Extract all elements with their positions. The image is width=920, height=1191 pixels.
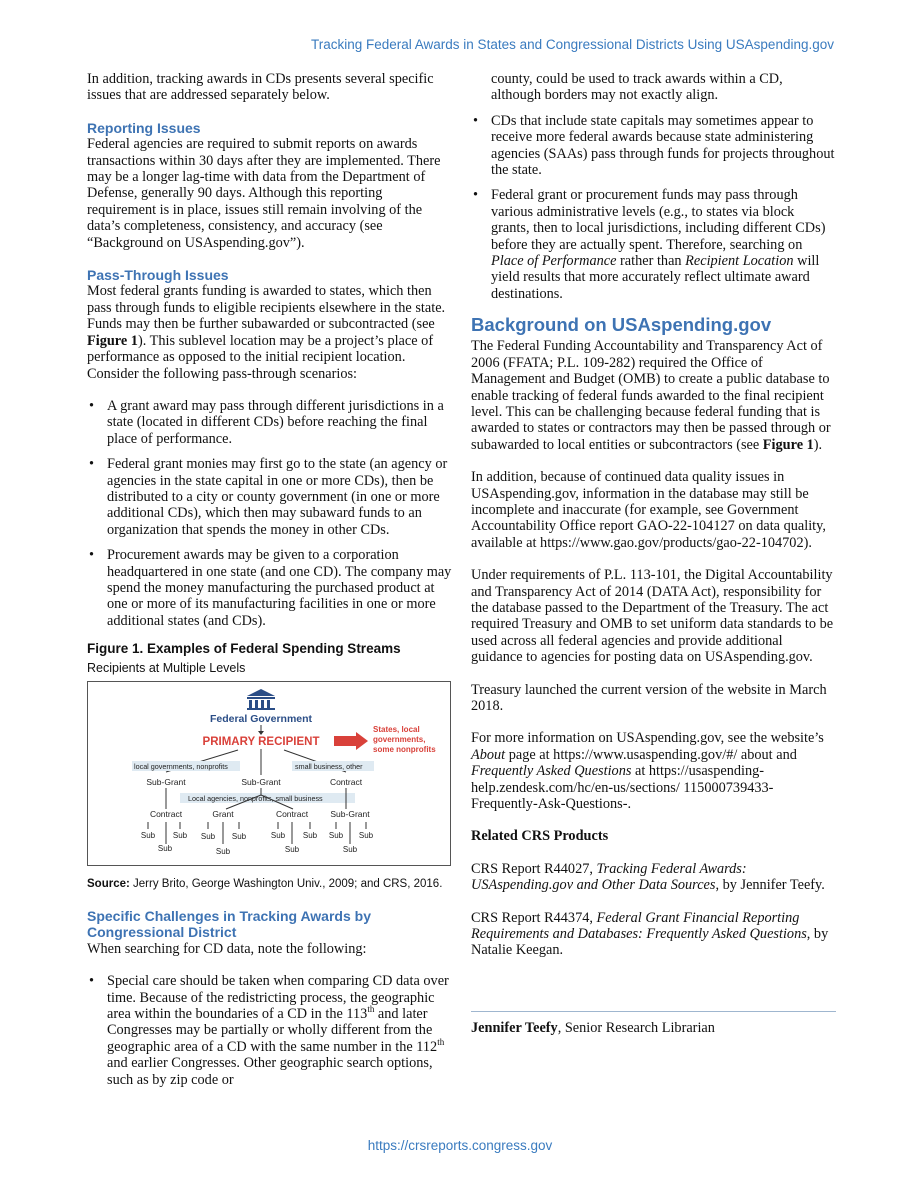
states-label-line: governments, [373,735,426,744]
background-paragraph: In addition, because of continued data quality issues in USAspending.gov, information in the database may still be incomplete and inaccurate (for example, see Government Accountability Office report GAO-22-104127 on data quality, available at https://www.gao.gov/products/gao-22-104702). [471,469,826,551]
footer-url[interactable]: https://crsreports.congress.gov [367,1138,553,1153]
related-product: CRS Report R44374, Federal Grant Financial Reporting Requirements and Databases: Frequently Asked Questions, by Natalie Keegan. [471,909,829,959]
list-item: • Special care should be taken when comparing CD data over time. Because of the redistricting process, the geographic area within the boundaries of a CD in the 113th and later Congresses may be partially or wholly different from the geographic area of a CD with the same number in the 112th and earlier Congresses. Other geographic search options, such as by zip code or [87,973,452,1088]
background-paragraph: Treasury launched the current version of the website in March 2018. [471,681,827,714]
left-column [87,71,452,1100]
sub-label: Sub [140,831,156,840]
sub-label: Sub [284,845,300,854]
author-divider [471,1011,836,1012]
reporting-issues-text: Federal agencies are required to submit reports on awards transactions within 30 days after they are implemented. There may be a longer lag-time with data from the Department of Defense, generally 90 days. Although this reporting requirement is in place, issues still remain involving of the data’s completeness, consistency, and accuracy (see “Background on USAspending.gov”). [87,136,441,251]
sub-label: Sub [157,844,173,853]
figure-title: Figure 1. Examples of Federal Spending Streams [87,641,401,657]
intro-paragraph: In addition, tracking awards in CDs presents several specific issues that are addressed separately below. [87,71,434,104]
list-item: • Procurement awards may be given to a corporation headquartered in one state (and one CD). The company may spend the money manufacturing the purchased product at one or more of its manufacturing facilities in one or more additional states (and CDs). [87,547,452,629]
background-heading: Background on USAspending.gov [471,314,772,336]
sub-label: Sub [172,831,188,840]
list-item-continued: county, could be used to track awards within a CD, although borders may not exactly align. [491,71,783,104]
spending-streams-diagram [87,681,451,866]
figure-1-reference: Figure 1 [87,332,138,349]
reporting-issues-heading: Reporting Issues [87,119,201,136]
list-item: • A grant award may pass through different jurisdictions in a state (located in different CDs) before reaching the final place of performance. [87,398,452,447]
figure-source: Source: Jerry Brito, George Washington Univ., 2009; and CRS, 2016. [87,878,443,890]
right-column [471,71,836,1052]
list-item: • Federal grant monies may first go to the state (an agency or agencies in the state capital in one or more CDs), then be distributed to a city or county government (in one or more additional CDs), which then may subaward funds to an organization that spends the money in other CDs. [87,456,452,538]
small-business-label: small business, other [295,762,363,771]
local-gov-label: local governments, nonprofits [134,762,228,771]
sub-grant-label: Sub-Grant [146,777,186,787]
background-paragraph: Under requirements of P.L. 113-101, the Digital Accountability and Transparency Act of 2014 (DATA Act), responsibility for the database passed to the Department of the Treasury. The act required Treasury and OMB to set uniform data standards to be used across all federal agencies and provide additional guidance to agencies for posting data on USAspending.gov. [471,567,834,666]
sub-grant-label: Sub-Grant [330,809,370,819]
list-item: • CDs that include state capitals may sometimes appear to receive more federal awards because state administering agencies (SAAs) pass through funds for projects throughout the state. [471,113,836,179]
contract-label: Contract [149,809,183,819]
sub-label: Sub [358,831,374,840]
primary-recipient-label: PRIMARY RECIPIENT [202,736,320,748]
related-products-heading: Related CRS Products [471,828,609,845]
list-item: • Federal grant or procurement funds may pass through various administrative levels (e.g., to states via block grants, then to local jurisdictions, including different CDs) before they are actually spent. Therefore, searching on Place of Performance rather than Recipient Location will yield results that more accurately reflect ultimate award destinations. [471,187,836,302]
sub-label: Sub [302,831,318,840]
government-building-icon [247,689,275,710]
red-arrow-icon [334,732,368,750]
sub-label: Sub [231,832,247,841]
contract-label: Contract [275,809,309,819]
contract-label: Contract [329,777,363,787]
federal-government-label: Federal Government [209,713,313,725]
states-label-line: some nonprofits [373,745,436,754]
sub-label: Sub [215,847,231,856]
pass-through-heading: Pass-Through Issues [87,267,229,284]
background-paragraph: The Federal Funding Accountability and Transparency Act of 2006 (FFATA; P.L. 109-282) required the Office of Management and Budget (OMB) to create a public database to enable tracking of federal funds awarded to the final recipient level. This can be challenging because federal funding that is awarded to states or contractors may then be passed through or subawarded to local entities or subcontractors (see Figure 1). [471,338,831,453]
states-label-line: States, local [373,725,420,734]
sub-label: Sub [328,831,344,840]
cd-challenges-heading: Specific Challenges in Tracking Awards by Congressional District [87,908,371,941]
sub-label: Sub [342,845,358,854]
sub-label: Sub [200,832,216,841]
figure-subtitle: Recipients at Multiple Levels [87,660,246,675]
author-line: Jennifer Teefy, Senior Research Librarian [471,1019,715,1036]
sub-grant-label: Sub-Grant [241,777,281,787]
sub-label: Sub [270,831,286,840]
cd-challenges-list [87,973,452,1088]
cd-challenges-list-continued [471,71,836,302]
pass-through-list [87,398,452,629]
cd-challenges-text: When searching for CD data, note the following: [87,940,367,957]
pass-through-text: Most federal grants funding is awarded to states, which then pass through funds to eligible recipients elsewhere in the state. Funds may then be further subawarded or subcontracted (see Figure 1). This sublevel location may be a project’s place of performance as opposed to the initial recipient location. Consider the following pass-through scenarios: [87,283,446,382]
background-paragraph: For more information on USAspending.gov, see the website’s About page at https://www.usaspending.gov/#/ about and Frequently Asked Questions at https://usaspending-help.zendesk.com/hc/en-us/sections/ 115000739433-Frequently-Ask-Questions-. [471,730,824,813]
grant-label: Grant [212,809,234,819]
related-product: CRS Report R44027, Tracking Federal Awards: USAspending.gov and Other Data Sources, by Jennifer Teefy. [471,860,825,894]
local-agencies-label: Local agencies, nonprofits, small business [188,794,323,803]
running-header: Tracking Federal Awards in States and Congressional Districts Using USAspending.gov [310,37,834,52]
